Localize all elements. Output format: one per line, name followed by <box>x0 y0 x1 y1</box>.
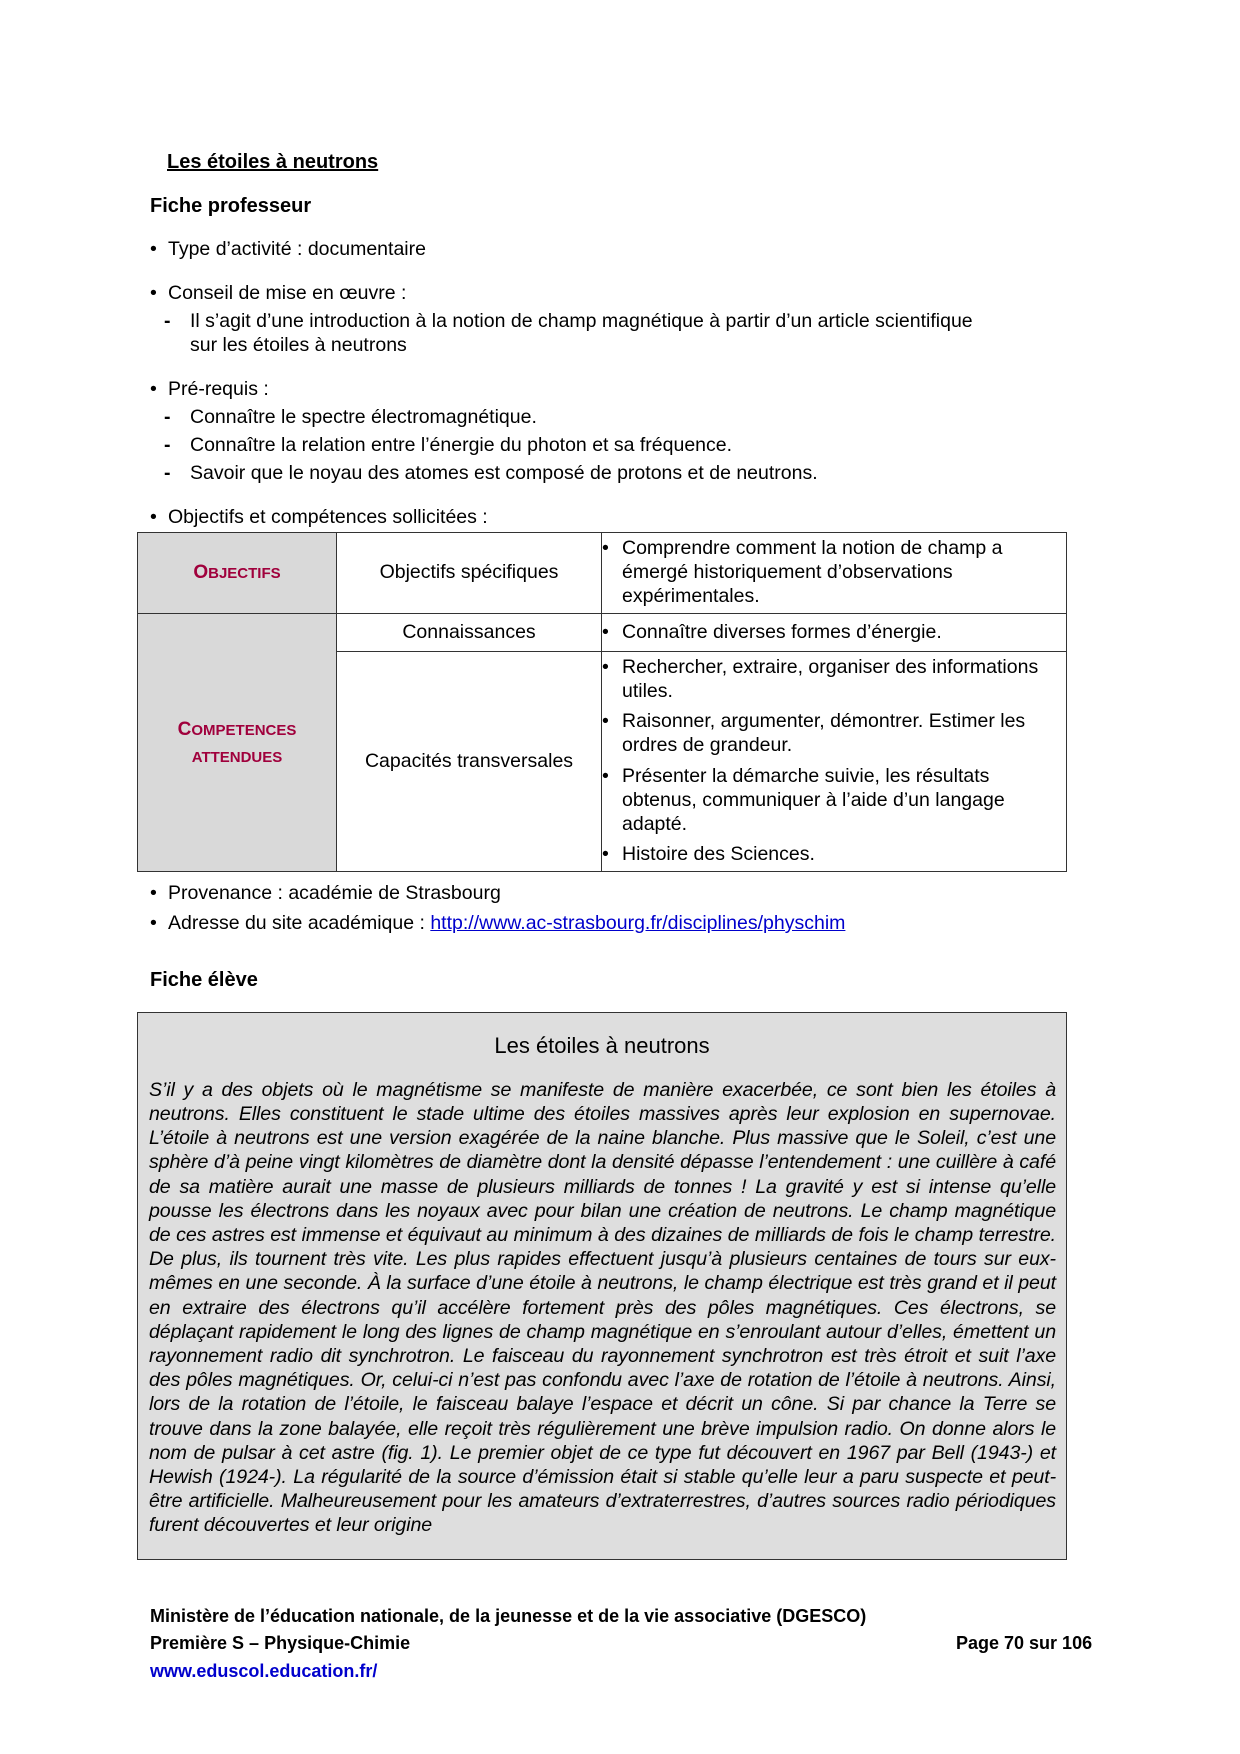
article-box <box>137 1012 1067 1560</box>
list-item: • Comprendre comment la notion de champ a émergé historiquement d’observations expérimentales. <box>602 537 1066 608</box>
bullet-icon: • <box>150 238 157 260</box>
conseil-line <box>164 310 973 334</box>
prerequis-label: Pré-requis : <box>168 378 269 400</box>
competences-header-rest: OMPETENCES <box>191 722 297 740</box>
academie-link[interactable]: http://www.ac-strasbourg.fr/disciplines/physchim <box>430 912 846 934</box>
bullet-icon: • <box>150 506 157 528</box>
list-item: • Connaître diverses formes d’énergie. <box>602 621 1066 645</box>
conseil-label: Conseil de mise en œuvre : <box>168 282 407 304</box>
provenance-text: Provenance : académie de Strasbourg <box>168 882 501 904</box>
objectifs-item <box>150 506 488 530</box>
footer-course: Première S – Physique-Chimie <box>150 1633 411 1653</box>
objectifs-header-rest: BJECTIFS <box>208 564 281 582</box>
dash-icon: - <box>164 462 171 484</box>
capacites-cell: Capacités transversales <box>337 652 602 872</box>
list-item: • Raisonner, argumenter, démontrer. Estimer les ordres de grandeur. <box>602 710 1066 758</box>
competences-header-attendues: ATTENDUES <box>191 748 283 766</box>
objectifs-specifiques-cell: Objectifs spécifiques <box>337 533 602 614</box>
adresse-item <box>150 912 845 936</box>
list-item: • Présenter la démarche suivie, les résultats obtenus, communiquer à l’aide d’un langage adapté. <box>602 765 1066 836</box>
competences-table <box>137 532 1067 872</box>
capacites-list <box>602 652 1067 872</box>
connaissances-list <box>602 614 1067 652</box>
conseil-item <box>150 282 406 306</box>
competences-header-initial: C <box>177 719 192 741</box>
dash-icon: - <box>164 406 171 428</box>
bullet-icon: • <box>150 378 157 400</box>
list-item: • Histoire des Sciences. <box>602 843 1066 867</box>
dash-icon: - <box>164 310 171 332</box>
prerequis-line <box>164 406 537 430</box>
prerequis-line <box>164 462 818 486</box>
conseil-text-1: Il s’agit d’une introduction à la notion de champ magnétique à partir d’un article scientifique <box>190 310 973 332</box>
objectifs-header-initial: O <box>193 561 209 583</box>
bullet-icon: • <box>150 282 157 304</box>
fiche-eleve-heading: Fiche élève <box>150 969 258 991</box>
list-item: • Rechercher, extraire, organiser des informations utiles. <box>602 656 1066 704</box>
footer-ministry: Ministère de l’éducation nationale, de la jeunesse et de la vie associative (DGESCO) <box>150 1606 867 1626</box>
prerequis-line <box>164 434 732 458</box>
bullet-icon: • <box>150 912 157 934</box>
footer-page-number: Page 70 sur 106 <box>956 1633 1093 1653</box>
prerequis-item <box>150 378 269 402</box>
bullet-icon: • <box>150 882 157 904</box>
competences-header-cell <box>138 614 337 872</box>
type-activite-text: Type d’activité : documentaire <box>168 238 426 260</box>
page-title: Les étoiles à neutrons <box>167 151 379 173</box>
prerequis-text: Connaître la relation entre l’énergie du photon et sa fréquence. <box>190 434 733 456</box>
adresse-label: Adresse du site académique : <box>168 912 431 934</box>
type-activite-item <box>150 238 426 262</box>
objectifs-label: Objectifs et compétences sollicitées : <box>168 506 488 528</box>
footer-site-link[interactable]: www.eduscol.education.fr/ <box>150 1661 378 1681</box>
objectifs-specifiques-list <box>602 533 1067 614</box>
provenance-item <box>150 882 501 906</box>
article-title: Les étoiles à neutrons <box>494 1033 710 1058</box>
objectifs-header-cell <box>138 533 337 614</box>
dash-icon: - <box>164 434 171 456</box>
article-text: S’il y a des objets où le magnétisme se manifeste de manière exacerbée, ce sont bien les étoiles à neutrons. Elles constituent le stade ultime des étoiles massives après leur explosion en supernovae. L’étoile à neutrons est une version exagérée de la naine blanche. Plus massive que le Soleil, c’est une sphère d’à peine vingt kilomètres de diamètre dont la densité dépasse l’entendement : une cuillère à café de sa matière aurait une masse de plusieurs milliards de tonnes ! La gravité y est si intense qu’elle pousse les électrons dans les noyaux avec pour bilan une création de neutrons. Le champ magnétique de ces astres est immense et équivaut au minimum à des dizaines de milliards de fois le champ terrestre. De plus, ils tournent très vite. Les plus rapides effectuent jusqu’à plusieurs centaines de tours sur eux-mêmes en une seconde. À la surface d’une étoile à neutrons, le champ électrique est très grand et il peut en extraire des électrons qu’il accélère fortement près des pôles magnétiques. Ces électrons, se déplaçant rapidement le long des lignes de champ magnétique en s’enroulant autour d’elles, émettent un rayonnement radio dit synchrotron. Le faisceau du rayonnement synchrotron est très étroit et suit l’axe des pôles magnétiques. Or, celui-ci n’est pas confondu avec l’axe de rotation de l’étoile à neutrons. Ainsi, lors de la rotation de l’étoile, le faisceau balaye l’espace et décrit un cône. Si par chance la Terre se trouve dans la zone balayée, elle reçoit très régulièrement une brève impulsion radio. On donne alors le nom de pulsar à cet astre (fig. 1). Le premier objet de ce type fut découvert en 1967 par Bell (1943-) et Hewish (1924-). La régularité de la source d’émission était si stable qu’elle leur a paru suspecte et peut-être artificielle. Malheureusement pour les amateurs d’extraterrestres, d’autres sources radio périodiques furent découvertes et leur origine <box>149 1078 1056 1537</box>
fiche-professeur-heading: Fiche professeur <box>150 195 312 217</box>
conseil-text-2: sur les étoiles à neutrons <box>190 334 407 356</box>
prerequis-text: Savoir que le noyau des atomes est composé de protons et de neutrons. <box>190 462 818 484</box>
connaissances-cell: Connaissances <box>337 614 602 652</box>
prerequis-text: Connaître le spectre électromagnétique. <box>190 406 537 428</box>
